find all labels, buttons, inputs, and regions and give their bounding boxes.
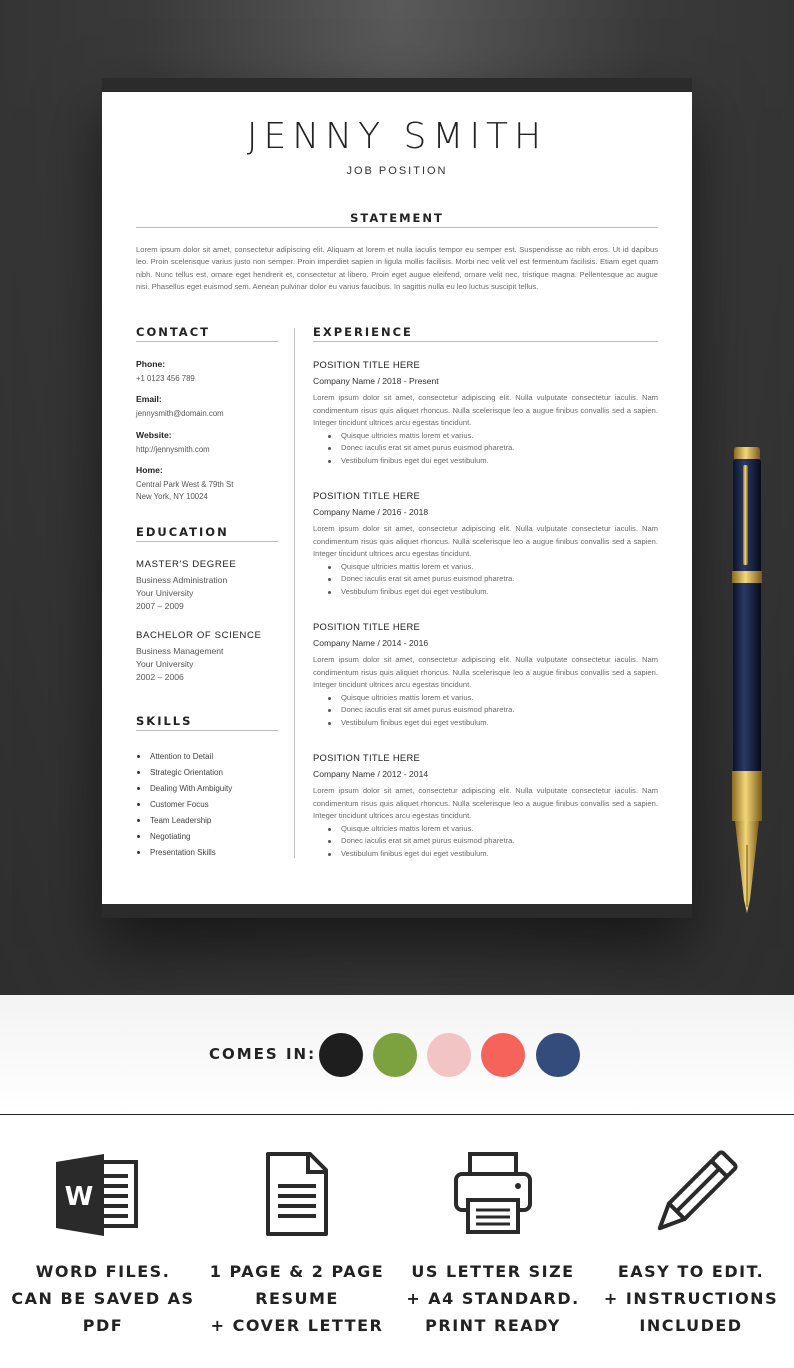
contact-email [136, 394, 224, 420]
feature-line: INCLUDED [639, 1316, 743, 1335]
color-swatch-coral[interactable] [481, 1033, 525, 1077]
skill-item: Team Leadership [136, 816, 278, 832]
word-icon [52, 1150, 142, 1240]
position-entry [313, 752, 658, 861]
position-description: Lorem ipsum dolor sit amet, consectetur adipiscing elit. Nulla vulputate consectetur iaculis. Nam condimentum risus quis aliquet rhoncus. Nulla scelerisque leo a augue finibus convallis sed a sapien. Integer tincidunt ultrices arcu egestas tincidunt. [313, 786, 658, 820]
website-label: Website: [136, 430, 172, 440]
color-swatch-black[interactable] [319, 1033, 363, 1077]
position-bullet: Vestibulum finibus eget dui eget vestibulum. [341, 586, 658, 599]
website-value: http://jennysmith.com [136, 445, 210, 454]
printer-icon [448, 1150, 538, 1240]
position-bullets [313, 561, 658, 599]
color-swatch-navy[interactable] [536, 1033, 580, 1077]
position-description: Lorem ipsum dolor sit amet, consectetur adipiscing elit. Nulla vulputate consectetur iaculis. Nam condimentum risus quis aliquet rhoncus. Nulla scelerisque leo a augue finibus convallis sed a sapien. Integer tincidunt ultrices arcu egestas tincidunt. [313, 524, 658, 558]
position-bullet: Quisque ultricies mattis lorem et varius. [341, 823, 658, 836]
svg-text:W: W [64, 1182, 94, 1212]
position-description: Lorem ipsum dolor sit amet, consectetur adipiscing elit. Nulla vulputate consectetur iaculis. Nam condimentum risus quis aliquet rhoncus. Nulla scelerisque leo a augue finibus convallis sed a sapien. Integer tincidunt ultrices arcu egestas tincidunt. [313, 393, 658, 427]
resume-name: JENNY SMITH [246, 116, 548, 157]
statement-heading: STATEMENT [350, 211, 444, 225]
education-rule [136, 541, 278, 542]
feature-line: US LETTER SIZE [411, 1262, 575, 1281]
position-bullet: Quisque ultricies mattis lorem et varius. [341, 561, 658, 574]
position-company: Company Name / 2018 - Present [313, 376, 439, 386]
position-description: Lorem ipsum dolor sit amet, consectetur adipiscing elit. Nulla vulputate consectetur iaculis. Nam condimentum risus quis aliquet rhoncus. Nulla scelerisque leo a augue finibus convallis sed a sapien. Integer tincidunt ultrices arcu egestas tincidunt. [313, 655, 658, 689]
position-company: Company Name / 2014 - 2016 [313, 638, 429, 648]
degree-years: 2007 – 2009 [136, 601, 184, 611]
position-bullet: Donec iaculis erat sit amet purus euismod pharetra. [341, 442, 658, 455]
degree-title: BACHELOR OF SCIENCE [136, 630, 262, 641]
position-bullets [313, 692, 658, 730]
email-label: Email: [136, 394, 162, 404]
feature-line: PDF [82, 1316, 124, 1335]
contact-section [136, 325, 278, 501]
feature-easy-edit [591, 1258, 791, 1339]
experience-heading: EXPERIENCE [313, 325, 413, 339]
home-address-line2: New York, NY 10024 [136, 491, 208, 501]
skills-heading: SKILLS [136, 714, 193, 728]
position-title: POSITION TITLE HERE [313, 359, 421, 370]
position-bullets [313, 823, 658, 861]
phone-label: Phone: [136, 359, 166, 369]
experience-section [313, 325, 658, 339]
position-company: Company Name / 2012 - 2014 [313, 769, 429, 779]
position-bullet: Quisque ultricies mattis lorem et varius. [341, 692, 658, 705]
skills-section [136, 714, 278, 857]
feature-line: EASY TO EDIT. [617, 1262, 765, 1281]
column-divider [294, 328, 295, 858]
feature-word-files [3, 1258, 203, 1339]
home-address-line1: Central Park West & 79th St [136, 480, 234, 489]
skills-rule [136, 730, 278, 731]
resume-page [102, 92, 692, 904]
comes-in-label: COMES IN: [209, 1045, 317, 1063]
position-bullet: Vestibulum finibus eget dui eget vestibulum. [341, 455, 658, 468]
skill-item: Dealing With Ambiguity [136, 784, 278, 800]
feature-page-options [197, 1258, 397, 1339]
skills-list [136, 752, 278, 864]
email-value: jennysmith@domain.com [136, 409, 224, 418]
feature-line: + COVER LETTER [210, 1316, 384, 1335]
degree-school: Your University [136, 588, 194, 598]
statement-text: Lorem ipsum dolor sit amet, consectetur adipiscing elit. Aliquam at lorem et nulla iaculis tempor eu semper est. Suspendisse ac nibh eros. Ut id dapibus leo. Proin scelerisque varius justo non semper. Proin imperdiet sapien in ligula mollis facilisis. Morbi nec velit vel est fermentum facilisis. Etiam eget quam nibh. Nunc tellus est, ornare eget hendrerit et, consectetur at libero. Proin eget augue eleifend, ornare velit nec, tristique magna. Pellentesque ac augue nisi. Phasellus eget euismod sem. Aenean pulvinar dolor eu varius faucibus. In sagittis nulla eu leo luctus suscipit tellus. [136, 245, 658, 291]
feature-line: + INSTRUCTIONS [603, 1289, 779, 1308]
feature-line: WORD FILES. [35, 1262, 171, 1281]
position-entry [313, 621, 658, 730]
position-bullets [313, 430, 658, 468]
education-section [136, 525, 278, 682]
degree-field: Business Administration [136, 575, 228, 585]
feature-line: + A4 STANDARD. [406, 1289, 580, 1308]
position-bullet: Vestibulum finibus eget dui eget vestibulum. [341, 848, 658, 861]
document-icon [252, 1150, 342, 1240]
color-swatch-green[interactable] [373, 1033, 417, 1077]
position-title: POSITION TITLE HERE [313, 490, 421, 501]
degree-item [136, 559, 278, 613]
section-divider [0, 1114, 794, 1115]
degree-years: 2002 – 2006 [136, 672, 184, 682]
degree-field: Business Management [136, 646, 224, 656]
skill-item: Presentation Skills [136, 848, 278, 864]
feature-line: CAN BE SAVED AS [11, 1289, 195, 1308]
position-title: POSITION TITLE HERE [313, 752, 421, 763]
position-bullet: Donec iaculis erat sit amet purus euismod pharetra. [341, 704, 658, 717]
position-bullet: Quisque ultricies mattis lorem et varius. [341, 430, 658, 443]
experience-rule [313, 341, 658, 342]
skill-item: Attention to Detail [136, 752, 278, 768]
position-bullet: Vestibulum finibus eget dui eget vestibulum. [341, 717, 658, 730]
degree-school: Your University [136, 659, 194, 669]
skill-item: Customer Focus [136, 800, 278, 816]
feature-print-size [393, 1258, 593, 1339]
position-bullet: Donec iaculis erat sit amet purus euismod pharetra. [341, 573, 658, 586]
feature-line: 1 PAGE & 2 PAGE [209, 1262, 385, 1281]
skill-item: Negotiating [136, 832, 278, 848]
education-heading: EDUCATION [136, 525, 229, 539]
contact-phone [136, 359, 195, 385]
degree-title: MASTER'S DEGREE [136, 559, 237, 570]
home-label: Home: [136, 465, 163, 475]
position-entry [313, 490, 658, 599]
feature-line: RESUME [255, 1289, 339, 1308]
position-bullet: Donec iaculis erat sit amet purus euismod pharetra. [341, 835, 658, 848]
contact-rule [136, 341, 278, 342]
statement-rule [136, 227, 658, 228]
contact-heading: CONTACT [136, 325, 210, 339]
fountain-pen-image [728, 445, 766, 915]
position-title: POSITION TITLE HERE [313, 621, 421, 632]
contact-home [136, 465, 278, 502]
phone-value: +1 0123 456 789 [136, 374, 195, 383]
color-swatch-pink[interactable] [427, 1033, 471, 1077]
position-entry [313, 359, 658, 468]
pencil-icon [648, 1150, 738, 1240]
feature-line: PRINT READY [425, 1316, 561, 1335]
skill-item: Strategic Orientation [136, 768, 278, 784]
degree-item [136, 630, 278, 684]
position-company: Company Name / 2016 - 2018 [313, 507, 429, 517]
contact-website [136, 430, 210, 456]
resume-job-position: JOB POSITION [346, 165, 448, 177]
